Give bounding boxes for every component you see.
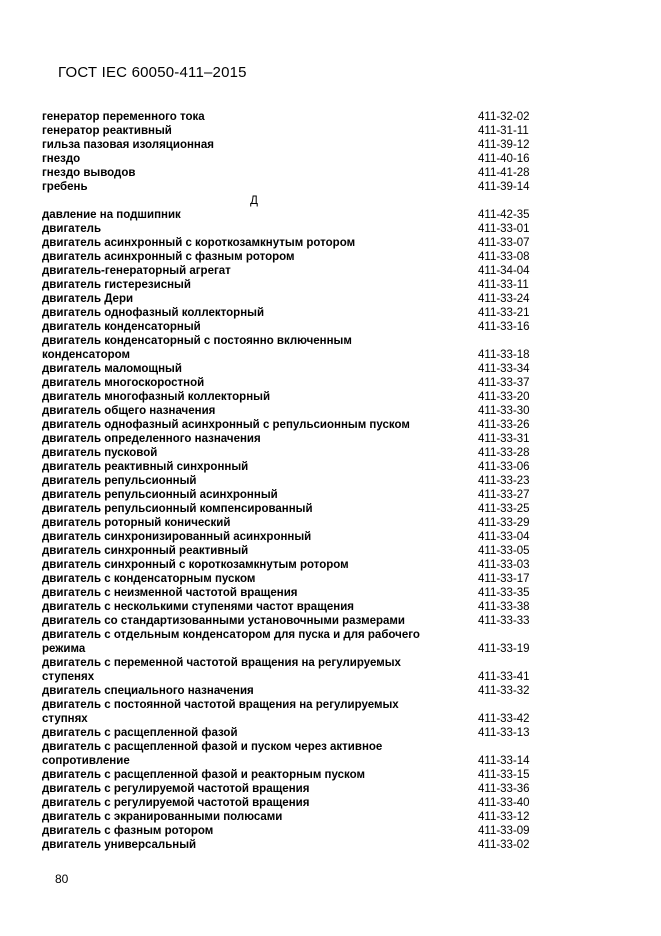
term-code: 411-33-28 <box>478 447 530 459</box>
index-entry <box>42 740 542 768</box>
index-entry <box>42 320 542 334</box>
index-term: гнездо <box>42 153 81 165</box>
index-term: двигатель многоскоростной <box>42 377 205 389</box>
term-code: 411-41-28 <box>478 167 530 179</box>
index-term: двигатель многофазный коллекторный <box>42 391 271 403</box>
term-code: 411-33-05 <box>478 545 530 557</box>
term-code: 411-33-25 <box>478 503 530 515</box>
term-code: 411-33-30 <box>478 405 530 417</box>
index-term: гильза пазовая изоляционная <box>42 139 214 151</box>
index-term: двигатель с постоянной частотой вращения на регулируемых ступнях <box>42 699 399 725</box>
index-term: двигатель специального назначения <box>42 685 254 697</box>
index-term: двигатель с экранированными полюсами <box>42 811 283 823</box>
index-entry <box>42 516 542 530</box>
index-entry <box>42 698 542 726</box>
index-entry <box>42 796 542 810</box>
index-term: двигатель с переменной частотой вращения на регулируемых ступенях <box>42 657 401 683</box>
term-code: 411-33-31 <box>478 433 530 445</box>
term-code: 411-33-13 <box>478 727 530 739</box>
term-code: 411-33-14 <box>478 755 530 767</box>
index-entry <box>42 432 542 446</box>
index-term: двигатель однофазный коллекторный <box>42 307 265 319</box>
index-term: гнездо выводов <box>42 167 136 179</box>
index-entry <box>42 824 542 838</box>
index-entry <box>42 334 542 362</box>
index-term: двигатель роторный конический <box>42 517 231 529</box>
index-term: генератор реактивный <box>42 125 172 137</box>
index-entry <box>42 614 542 628</box>
term-code: 411-33-33 <box>478 615 530 627</box>
index-term: двигатель-генераторный агрегат <box>42 265 231 277</box>
term-code: 411-33-21 <box>478 307 530 319</box>
index-entry <box>42 166 542 180</box>
index-entry <box>42 236 542 250</box>
index-entry <box>42 222 542 236</box>
index-entry <box>42 600 542 614</box>
term-code: 411-33-11 <box>478 279 529 291</box>
term-code: 411-33-18 <box>478 349 530 361</box>
index-term: двигатель синхронный с короткозамкнутым ротором <box>42 559 349 571</box>
term-code: 411-33-41 <box>478 671 530 683</box>
index-term: гребень <box>42 181 88 193</box>
index-entry <box>42 180 542 194</box>
term-code: 411-33-20 <box>478 391 530 403</box>
term-code: 411-33-42 <box>478 713 530 725</box>
index-entry <box>42 418 542 432</box>
term-code: 411-39-12 <box>478 139 530 151</box>
term-code: 411-40-16 <box>478 153 530 165</box>
term-code: 411-33-34 <box>478 363 530 375</box>
term-code: 411-33-07 <box>478 237 530 249</box>
index-term: двигатель конденсаторный с постоянно включенным конденсатором <box>42 335 352 361</box>
index-entry <box>42 838 542 852</box>
index-entry <box>42 488 542 502</box>
index-entry <box>42 110 542 124</box>
index-term: двигатель репульсионный компенсированный <box>42 503 313 515</box>
term-code: 411-33-36 <box>478 783 530 795</box>
index-term: двигатель <box>42 223 102 235</box>
term-code: 411-39-14 <box>478 181 530 193</box>
term-code: 411-33-29 <box>478 517 530 529</box>
index-term: двигатель с конденсаторным пуском <box>42 573 256 585</box>
term-code: 411-33-04 <box>478 531 530 543</box>
index-term: двигатель определенного назначения <box>42 433 261 445</box>
term-code: 411-33-27 <box>478 489 530 501</box>
term-code: 411-33-19 <box>478 643 530 655</box>
term-code: 411-33-12 <box>478 811 530 823</box>
term-code: 411-33-23 <box>478 475 530 487</box>
index-term: двигатель асинхронный с фазным ротором <box>42 251 295 263</box>
index-entry <box>42 530 542 544</box>
term-code: 411-33-26 <box>478 419 530 431</box>
index-entry <box>42 684 542 698</box>
term-code: 411-33-08 <box>478 251 530 263</box>
term-code: 411-33-06 <box>478 461 530 473</box>
index-entry <box>42 502 542 516</box>
term-code: 411-33-03 <box>478 559 530 571</box>
index-entry <box>42 446 542 460</box>
index-entry <box>42 292 542 306</box>
index-term: двигатель гистерезисный <box>42 279 191 291</box>
index-term: двигатель синхронизированный асинхронный <box>42 531 312 543</box>
term-code: 411-33-35 <box>478 587 530 599</box>
index-entry <box>42 656 542 684</box>
index-entry <box>42 460 542 474</box>
document-title: ГОСТ IEC 60050-411–2015 <box>58 64 247 81</box>
index-entry <box>42 628 542 656</box>
index-entry <box>42 726 542 740</box>
index-entry <box>42 278 542 292</box>
index-term: двигатель пусковой <box>42 447 158 459</box>
index-entry <box>42 586 542 600</box>
index-entry <box>42 306 542 320</box>
index-entry <box>42 558 542 572</box>
index-term: двигатель с расщепленной фазой <box>42 727 238 739</box>
index-term: двигатель репульсионный асинхронный <box>42 489 278 501</box>
index-entry <box>42 474 542 488</box>
index-entry <box>42 138 542 152</box>
index-term: генератор переменного тока <box>42 111 205 123</box>
term-code: 411-34-04 <box>478 265 530 277</box>
index-entry <box>42 810 542 824</box>
term-code: 411-33-09 <box>478 825 530 837</box>
term-code: 411-33-01 <box>478 223 530 235</box>
term-code: 411-33-24 <box>478 293 530 305</box>
index-term: двигатель с регулируемой частотой вращения <box>42 797 310 809</box>
index-term: двигатель с расщепленной фазой и реакторным пуском <box>42 769 365 781</box>
index-term: двигатель синхронный реактивный <box>42 545 249 557</box>
term-code: 411-33-17 <box>478 573 530 585</box>
index-term: двигатель маломощный <box>42 363 182 375</box>
term-index-list <box>42 110 542 852</box>
index-term: двигатель асинхронный с короткозамкнутым ротором <box>42 237 356 249</box>
index-term: двигатель с расщепленной фазой и пуском через активное сопротивление <box>42 741 383 767</box>
term-code: 411-33-16 <box>478 321 530 333</box>
index-term: двигатель конденсаторный <box>42 321 201 333</box>
index-term: двигатель Дери <box>42 293 134 305</box>
index-term: двигатель с несколькими ступенями частот вращения <box>42 601 355 613</box>
index-entry <box>42 124 542 138</box>
index-entry <box>42 768 542 782</box>
index-term: двигатель однофазный асинхронный с репульсионным пуском <box>42 419 410 431</box>
term-code: 411-33-02 <box>478 839 530 851</box>
term-code: 411-33-40 <box>478 797 530 809</box>
term-code: 411-33-37 <box>478 377 530 389</box>
index-term: двигатель с отдельным конденсатором для пуска и для рабочего режима <box>42 629 420 655</box>
term-code: 411-42-35 <box>478 209 530 221</box>
index-term: двигатель со стандартизованными установочными размерами <box>42 615 405 627</box>
index-entry <box>42 782 542 796</box>
index-term: двигатель с регулируемой частотой вращения <box>42 783 310 795</box>
section-letter-row <box>42 194 542 208</box>
term-code: 411-33-38 <box>478 601 530 613</box>
term-code: 411-33-32 <box>478 685 530 697</box>
index-entry <box>42 544 542 558</box>
index-entry <box>42 404 542 418</box>
index-entry <box>42 264 542 278</box>
index-entry <box>42 390 542 404</box>
index-entry <box>42 208 542 222</box>
term-code: 411-31-11 <box>478 125 529 137</box>
term-code: 411-32-02 <box>478 111 530 123</box>
index-term: двигатель с неизменной частотой вращения <box>42 587 298 599</box>
index-term: давление на подшипник <box>42 209 181 221</box>
index-entry <box>42 376 542 390</box>
index-term: двигатель универсальный <box>42 839 197 851</box>
index-term: двигатель с фазным ротором <box>42 825 214 837</box>
index-entry <box>42 152 542 166</box>
index-entry <box>42 250 542 264</box>
term-code: 411-33-15 <box>478 769 530 781</box>
index-term: двигатель общего назначения <box>42 405 216 417</box>
index-entry <box>42 572 542 586</box>
page-number: 80 <box>55 872 69 886</box>
section-letter: Д <box>250 195 258 207</box>
index-term: двигатель репульсионный <box>42 475 197 487</box>
index-entry <box>42 362 542 376</box>
index-term: двигатель реактивный синхронный <box>42 461 249 473</box>
